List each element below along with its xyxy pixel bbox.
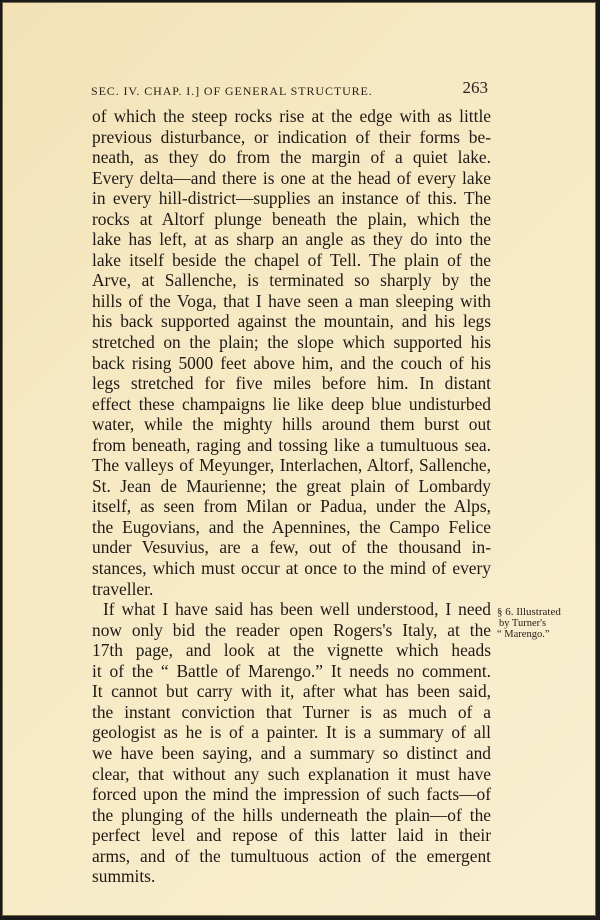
margin-note-line: by Turner's bbox=[499, 618, 547, 629]
margin-note-line: § 6. Illustrated bbox=[497, 606, 561, 618]
text-line: St. Jean de Maurienne; the great plain of Lombardy bbox=[92, 475, 491, 496]
text-line: 17th page, and look at the vignette which heads bbox=[92, 640, 491, 661]
text-line: in every hill-district—supplies an instance of this. The bbox=[92, 188, 491, 209]
text-line: effect these champaigns lie like deep blue undisturbed bbox=[92, 393, 491, 414]
text-line: stances, which must occur at once to the mind of every bbox=[92, 558, 491, 579]
text-line: perfect level and repose of this latter laid in their bbox=[92, 825, 491, 846]
text-line: rocks at Altorf plunge beneath the plain, which the bbox=[92, 208, 491, 229]
text-line: summits. bbox=[92, 866, 156, 887]
text-line: his back supported against the mountain, and his legs bbox=[92, 311, 491, 332]
text-line: clear, that without any such explanation it must have bbox=[92, 763, 491, 784]
text-line: hills of the Voga, that I have seen a man sleeping with bbox=[92, 290, 491, 311]
text-line: Every delta—and there is one at the head of every lake bbox=[92, 167, 491, 188]
margin-note-line: “ Marengo.” bbox=[497, 629, 550, 640]
text-line: now only bid the reader open Rogers's Italy, at the bbox=[92, 619, 491, 640]
body-text bbox=[92, 106, 491, 887]
page-header bbox=[91, 78, 491, 100]
text-line: traveller. bbox=[92, 578, 154, 599]
text-line: arms, and of the tumultuous action of the emergent bbox=[92, 845, 491, 866]
text-line: geologist as he is of a painter. It is a summary of all bbox=[92, 722, 491, 743]
page-number: 263 bbox=[462, 78, 488, 97]
text-line: itself, as seen from Milan or Padua, under the Alps, bbox=[92, 496, 491, 517]
text-line: forced upon the mind the impression of such facts—of bbox=[92, 784, 491, 805]
text-line: from beneath, raging and tossing like a tumultuous sea. bbox=[92, 434, 491, 455]
text-line: neath, as they do from the margin of a quiet lake. bbox=[92, 147, 491, 168]
text-line: of which the steep rocks rise at the edge with as little bbox=[92, 106, 491, 126]
text-line: It cannot but carry with it, after what has been said, bbox=[92, 681, 491, 702]
text-line: lake itself beside the chapel of Tell. The plain of the bbox=[92, 249, 491, 270]
text-line: back rising 5000 feet above him, and the couch of his bbox=[92, 352, 491, 373]
text-line: water, while the mighty hills around them burst out bbox=[92, 414, 491, 435]
margin-note bbox=[497, 607, 596, 640]
text-line: The valleys of Meyunger, Interlachen, Altorf, Sallenche, bbox=[92, 455, 491, 476]
running-head: SEC. IV. CHAP. I.] OF GENERAL STRUCTURE. bbox=[91, 84, 373, 98]
text-line: it of the “ Battle of Marengo.” It needs no comment. bbox=[92, 660, 491, 681]
text-line: stretched on the plain; the slope which supported his bbox=[92, 332, 491, 353]
book-page bbox=[2, 2, 596, 916]
text-line: If what I have said has been well understood, I need bbox=[103, 599, 491, 620]
text-line: Arve, at Sallenche, is terminated so sharply by the bbox=[92, 270, 491, 291]
text-line: under Vesuvius, are a few, out of the thousand in- bbox=[92, 537, 491, 558]
text-line: the instant conviction that Turner is as much of a bbox=[92, 701, 491, 722]
text-line: previous disturbance, or indication of their forms be- bbox=[92, 126, 491, 147]
text-line: the plunging of the hills underneath the plain—of the bbox=[92, 804, 491, 825]
text-line: lake has left, at as sharp an angle as they do into the bbox=[92, 229, 491, 250]
text-line: we have been saying, and a summary so distinct and bbox=[92, 742, 491, 763]
text-line: legs stretched for five miles before him. In distant bbox=[92, 373, 491, 394]
text-line: the Eugovians, and the Apennines, the Campo Felice bbox=[92, 516, 491, 537]
